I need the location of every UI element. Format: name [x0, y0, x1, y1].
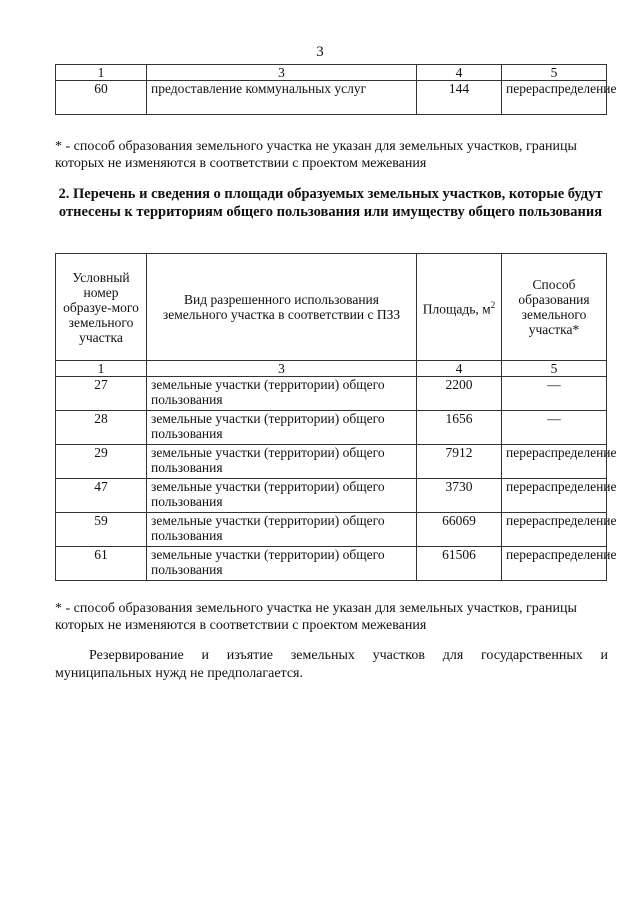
header-area-superscript: 2 — [490, 299, 496, 310]
table-row — [56, 81, 607, 115]
page-number: 3 — [316, 44, 324, 60]
column-number-cell: 5 — [502, 65, 607, 81]
area-cell: 66069 — [417, 513, 502, 547]
column-number-cell: 1 — [56, 65, 147, 81]
plot-number-cell: 59 — [56, 513, 147, 547]
table-row — [56, 377, 607, 411]
table-row — [56, 411, 607, 445]
formation-method-cell: перераспределение — [502, 547, 607, 581]
area-cell: 61506 — [417, 547, 502, 581]
table-numbering-row — [56, 65, 607, 81]
common-use-land-plots-table — [55, 253, 617, 581]
plot-number-cell: 60 — [56, 81, 147, 115]
permitted-use-cell: земельные участки (территории) общего пользования — [147, 445, 417, 479]
formation-method-cell: перераспределение — [502, 81, 607, 115]
header-plot-number: Условный номер образуе-мого земельного участка — [56, 254, 147, 361]
land-plots-table-continued — [55, 64, 617, 115]
area-cell: 1656 — [417, 411, 502, 445]
table-header-row — [56, 254, 607, 361]
area-cell: 7912 — [417, 445, 502, 479]
formation-method-cell: — — [502, 377, 607, 411]
plot-number-cell: 28 — [56, 411, 147, 445]
footnote: * - способ образования земельного участка не указан для земельных участков, границы которых не изменяются в соответствии с проектом межевания — [55, 601, 577, 633]
area-cell: 3730 — [417, 479, 502, 513]
table-row — [56, 547, 607, 581]
formation-method-cell: перераспределение — [502, 445, 607, 479]
table-row — [56, 513, 607, 547]
permitted-use-cell: земельные участки (территории) общего пользования — [147, 479, 417, 513]
permitted-use-cell: земельные участки (территории) общего пользования — [147, 377, 417, 411]
column-number-cell: 4 — [417, 361, 502, 377]
footnote: * - способ образования земельного участка не указан для земельных участков, границы которых не изменяются в соответствии с проектом межевания — [55, 139, 577, 171]
plot-number-cell: 61 — [56, 547, 147, 581]
permitted-use-cell: земельные участки (территории) общего пользования — [147, 547, 417, 581]
section-heading: 2. Перечень и сведения о площади образуемых земельных участков, которые будут отнесены к территориям общего пользования или имуществу общего пользования — [58, 186, 603, 220]
permitted-use-cell: предоставление коммунальных услуг — [147, 81, 417, 115]
formation-method-cell: перераспределение — [502, 513, 607, 547]
formation-method-cell: перераспределение — [502, 479, 607, 513]
closing-paragraph — [55, 647, 608, 683]
permitted-use-cell: земельные участки (территории) общего пользования — [147, 513, 417, 547]
column-number-cell: 4 — [417, 65, 502, 81]
column-number-cell: 3 — [147, 361, 417, 377]
column-number-cell: 3 — [147, 65, 417, 81]
header-area — [417, 254, 502, 361]
table-row — [56, 445, 607, 479]
column-number-cell: 1 — [56, 361, 147, 377]
header-area-label: Площадь, м — [422, 301, 491, 317]
area-cell: 144 — [417, 81, 502, 115]
permitted-use-cell: земельные участки (территории) общего пользования — [147, 411, 417, 445]
column-number-cell: 5 — [502, 361, 607, 377]
plot-number-cell: 27 — [56, 377, 147, 411]
header-permitted-use: Вид разрешенного использования земельного участка в соответствии с ПЗЗ — [147, 254, 417, 361]
plot-number-cell: 29 — [56, 445, 147, 479]
table-row — [56, 479, 607, 513]
table-numbering-row — [56, 361, 607, 377]
area-cell: 2200 — [417, 377, 502, 411]
plot-number-cell: 47 — [56, 479, 147, 513]
formation-method-cell: — — [502, 411, 607, 445]
header-formation-method: Способ образования земельного участка* — [502, 254, 607, 361]
closing-paragraph-text: Резервирование и изъятие земельных участков для государственных и муниципальных нужд не предполагается. — [55, 648, 608, 681]
